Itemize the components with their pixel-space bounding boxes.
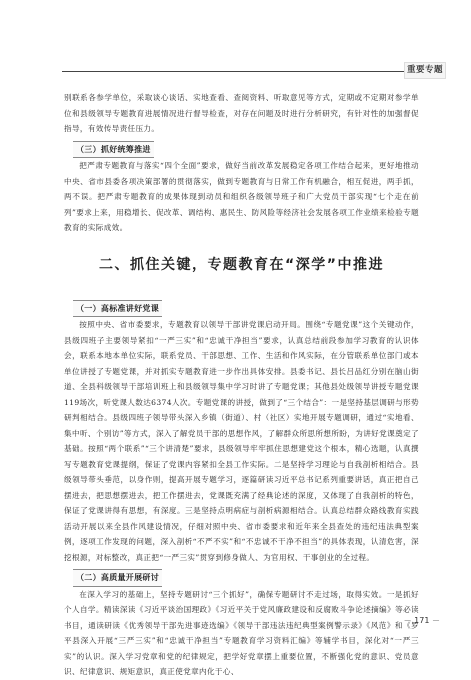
header-rule xyxy=(62,71,406,72)
paragraph-seminar: 在深入学习的基础上，坚持专题研讨“三个抓好”，确保专题研讨不走过场，取得实效。一是抓好个人自学。精读深读《习近平谈治国理政》《习近平关于党风廉政建设和反腐败斗争论述摘编》等必读书目，通读研读《优秀领导干部先进事迹选编》《领导干部违法违纪典型案例警示录》《风范》和《罗平县深入开展“三严三实”和“忠诚干净担当”专题教育学习资料汇编》等辅学书目，深化对“一严三实”的认识。深入学习党章和党的纪律规定，把学好党章摆上重要位置，不断强化党的意识、党员意识、纪律意识、规矩意识，真正使党章内化于心、 xyxy=(64,589,419,676)
header-tag: 重要专题 xyxy=(404,62,446,79)
article-body xyxy=(64,90,419,680)
subhead-party-lecture: （一）高标准讲好党课 xyxy=(73,300,162,318)
paragraph-party-lecture: 按照中央、省市委要求，专题教育以领导干部讲党课启动开局。围绕“专题党课”这个关键动作，县级四班子主要领导紧扣“一严三实”和“忠诚干净担当”要求，认真总结前段参加学习教育的认识体会，联系本地本单位实际，联系党员、干部思想、工作、生活和作风实际，在分管联系单位部门或本单位讲授了专题党课，并对抓实专题教育进一步作出具体安排。县委书记、县长吕品红分别在脑山街道、全县科级领导干部培训班上和县级领导集中学习时讲了专题党课；其他县处级领导讲授专题党课119场次，听党课人数达6374人次。专题党课的讲授，做到了“三个结合”：一是坚持基层调研与形势研判相结合。县级四班子领导带头深入乡镇（街道）、村（社区）实地开展专题调研，通过“实地看、集中听、个别访”等方式，深入了解党员干部的思想作风，了解群众所思所想所盼，为讲好党课奠定了基础。按照“两个联系”“三个讲清楚”要求，县级领导牢牢抓住思想建党这个根本，精心选题，认真撰写专题教育党课提纲，保证了党课内容紧扣全县工作实际。二是坚持学习理论与自我剖析相结合。县级领导带头垂范，以身作则，提高开展专题学习，逐篇研读习近平总书记系列重要讲话，真正把自己摆进去，把思想摆进去，把工作摆进去，党课既充满了经典论述的深度，又体现了自我剖析的特色，保证了党课讲得有思想，有深度。三是坚持点明病症与剖析病源相结合。认真总结群众路线教育实践活动开展以来全县作风建设情况，仔细对照中央、省市委要求和近年来全县查处的违纪违法典型案例，逐项工作发现的问题，深入剖析“不严不实”和“不忠诚不干净不担当”的具体表现，认清危害，深挖根源，对标整改，真正把“一严三实”贯穿到修身做人、为官用权、干事创业的全过程。 xyxy=(64,320,419,562)
page-number: － 171 － xyxy=(403,616,440,625)
subhead-coordinate-advance: （三）抓好统筹推进 xyxy=(73,141,154,159)
subhead-seminar: （二）高质量开展研讨 xyxy=(73,569,162,587)
paragraph-supervision: 别联系各参学单位，采取谈心谈话、实地查看、查阅资料、听取意见等方式，定期或不定期对参学单位和县级领导专题教育进展情况进行督导检查，对存在问题及时进行分析研究，有针对性的加强督促指导，有效传导责任压力。 xyxy=(64,93,419,133)
paragraph-coordinate-advance: 把严肃专题教育与落实“四个全面”要求，做好当前改革发展稳定各项工作结合起来，更好地推动中央、省市县委各项决策部署的贯彻落实，做到专题教育与日常工作有机融合，相互促进，两手抓，两不误。把严肃专题教育的成果体现到动员和组织各级领导班子和广大党员干部实现“七个走在前列”要求上来，用稳增长、促改革、调结构、惠民生、防风险等经济社会发展各项工作业绩来检验专题教育的实际成效。 xyxy=(64,161,419,232)
section-title: 二、抓住关键，专题教育在“深学”中推进 xyxy=(99,256,384,273)
